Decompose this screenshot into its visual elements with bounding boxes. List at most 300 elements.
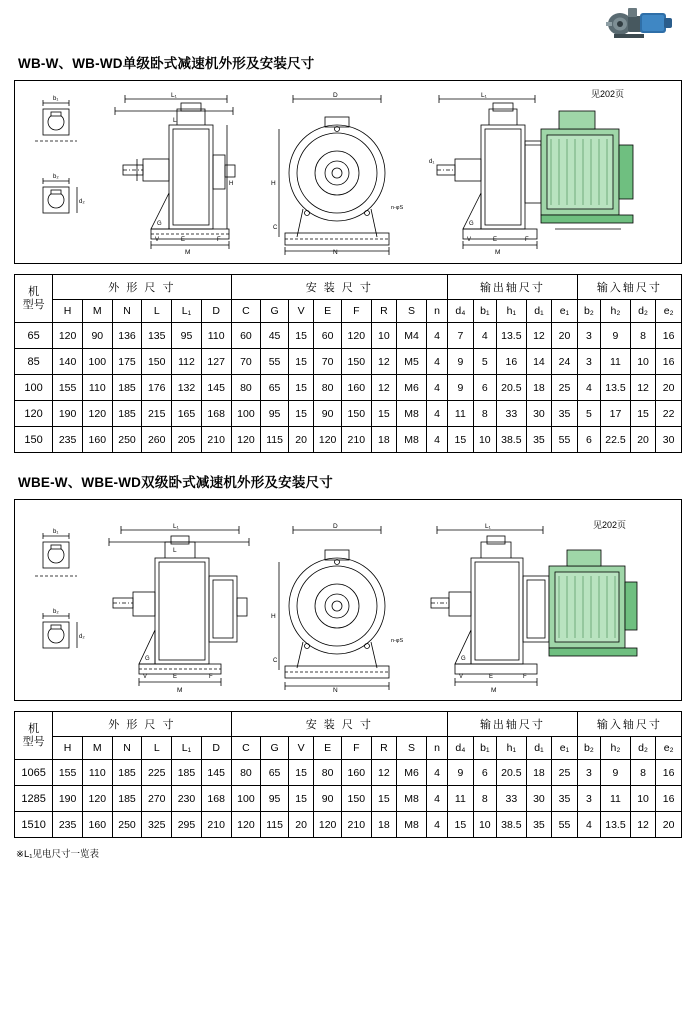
cell-E: 90: [314, 401, 342, 427]
cell-L1: 205: [172, 427, 202, 453]
cell-C: 100: [231, 401, 261, 427]
cell-b2: 6: [577, 427, 600, 453]
cell-b2: 3: [577, 786, 600, 812]
cell-e2: 20: [656, 812, 682, 838]
cell-R: 12: [371, 349, 396, 375]
svg-text:C: C: [273, 225, 278, 231]
cell-N: 185: [112, 401, 142, 427]
group-input-shaft: 输入轴尺寸: [577, 712, 681, 737]
cell-h2: 17: [601, 401, 631, 427]
table-row: [15, 427, 682, 453]
drawing-front-elevation-2: [263, 514, 413, 700]
svg-text:H: H: [271, 180, 276, 187]
cell-M: 120: [82, 401, 112, 427]
svg-text:M: M: [185, 249, 191, 255]
svg-text:n-φS: n-φS: [391, 205, 404, 211]
cell-L: 150: [142, 349, 172, 375]
group-output-shaft: 输出轴尺寸: [448, 275, 578, 300]
cell-d1: 18: [526, 760, 551, 786]
cell-b1: 10: [473, 812, 496, 838]
cell-V: 15: [288, 786, 313, 812]
col-h1: h₁: [496, 737, 526, 760]
svg-text:N: N: [333, 687, 338, 694]
logo-strip: [14, 0, 682, 46]
cell-b1: 4: [473, 323, 496, 349]
table-row: [15, 760, 682, 786]
cell-M: 160: [82, 812, 112, 838]
svg-text:D: D: [333, 92, 338, 99]
cell-e1: 55: [552, 427, 578, 453]
cell-e2: 30: [656, 427, 682, 453]
col-D: D: [201, 300, 231, 323]
table-row: [15, 786, 682, 812]
cell-S: M8: [397, 786, 427, 812]
cell-G: 65: [261, 375, 289, 401]
cell-e1: 25: [552, 375, 578, 401]
cell-n: 4: [426, 786, 447, 812]
col-S: S: [397, 737, 427, 760]
cell-d1: 35: [526, 812, 551, 838]
cell-model: 150: [15, 427, 53, 453]
col-d1: d₁: [526, 737, 551, 760]
col-C: C: [231, 300, 261, 323]
cell-H: 155: [53, 760, 83, 786]
cell-H: 235: [53, 812, 83, 838]
svg-text:G: G: [469, 221, 474, 227]
cell-h1: 33: [496, 786, 526, 812]
cell-V: 15: [288, 323, 313, 349]
cell-d2: 15: [630, 401, 655, 427]
cell-model: 1065: [15, 760, 53, 786]
footnote: ※L₁见电尺寸一览表: [16, 849, 99, 860]
cell-C: 100: [231, 786, 261, 812]
cell-h1: 13.5: [496, 323, 526, 349]
col-L: L: [142, 300, 172, 323]
cell-e2: 22: [656, 401, 682, 427]
svg-text:见202页: 见202页: [593, 520, 627, 530]
cell-C: 70: [231, 349, 261, 375]
group-output-shaft: 输出轴尺寸: [448, 712, 578, 737]
cell-h2: 13.5: [601, 375, 631, 401]
cell-S: M8: [397, 812, 427, 838]
cell-d4: 11: [448, 786, 473, 812]
table-column-header-row: [15, 737, 682, 760]
cell-N: 250: [112, 427, 142, 453]
cell-V: 15: [288, 375, 313, 401]
gearbox-motor-photo: [604, 2, 676, 42]
cell-h2: 11: [601, 786, 631, 812]
drawing-left-views-2: [25, 524, 97, 700]
col-h2: h₂: [601, 737, 631, 760]
table-row: [15, 812, 682, 838]
col-H: H: [53, 737, 83, 760]
table-row: [15, 401, 682, 427]
cell-e2: 16: [656, 323, 682, 349]
cell-d4: 7: [448, 323, 473, 349]
spec-table-double-stage: [14, 711, 682, 838]
svg-text:F: F: [217, 237, 221, 243]
cell-V: 15: [288, 760, 313, 786]
cell-C: 120: [231, 812, 261, 838]
cell-b1: 10: [473, 427, 496, 453]
cell-d4: 15: [448, 427, 473, 453]
cell-b1: 5: [473, 349, 496, 375]
svg-text:b₂: b₂: [53, 174, 59, 180]
cell-G: 115: [261, 427, 289, 453]
cell-H: 140: [53, 349, 83, 375]
cell-R: 15: [371, 786, 396, 812]
cell-M: 90: [82, 323, 112, 349]
cell-S: M4: [397, 323, 427, 349]
cell-n: 4: [426, 375, 447, 401]
col-d4: d₄: [448, 300, 473, 323]
cell-n: 4: [426, 427, 447, 453]
cell-e2: 16: [656, 349, 682, 375]
cell-F: 150: [341, 786, 371, 812]
cell-H: 120: [53, 323, 83, 349]
cell-L: 215: [142, 401, 172, 427]
svg-text:F: F: [523, 674, 527, 680]
col-b2: b₂: [577, 300, 600, 323]
col-D: D: [201, 737, 231, 760]
col-L1: L₁: [172, 737, 202, 760]
col-F: F: [341, 300, 371, 323]
svg-text:b₁: b₁: [53, 96, 59, 102]
cell-S: M6: [397, 375, 427, 401]
col-F: F: [341, 737, 371, 760]
cell-F: 150: [341, 401, 371, 427]
cell-H: 190: [53, 401, 83, 427]
cell-b1: 8: [473, 786, 496, 812]
cell-b1: 6: [473, 760, 496, 786]
cell-L: 135: [142, 323, 172, 349]
cell-b2: 5: [577, 401, 600, 427]
svg-text:V: V: [143, 674, 148, 680]
svg-text:d₁: d₁: [429, 159, 435, 165]
cell-h1: 16: [496, 349, 526, 375]
svg-text:M: M: [177, 687, 183, 694]
cell-D: 168: [201, 401, 231, 427]
table-row: [15, 375, 682, 401]
cell-L1: 112: [172, 349, 202, 375]
svg-text:E: E: [181, 237, 186, 243]
drawing-side-elevation-1: [107, 89, 247, 263]
col-N: N: [112, 300, 142, 323]
cell-F: 210: [341, 812, 371, 838]
cell-model: 1285: [15, 786, 53, 812]
cell-L: 325: [142, 812, 172, 838]
cell-G: 55: [261, 349, 289, 375]
cell-n: 4: [426, 812, 447, 838]
cell-D: 168: [201, 786, 231, 812]
cell-S: M8: [397, 427, 427, 453]
cell-L: 176: [142, 375, 172, 401]
cell-N: 175: [112, 349, 142, 375]
drawing-motor-assembly-2: [423, 514, 685, 700]
cell-D: 145: [201, 375, 231, 401]
cell-M: 100: [82, 349, 112, 375]
cell-d2: 10: [630, 786, 655, 812]
col-e1: e₁: [552, 300, 578, 323]
cell-R: 12: [371, 760, 396, 786]
col-n: n: [426, 737, 447, 760]
group-mounting-dims: 安 装 尺 寸: [231, 275, 448, 300]
col-d4: d₄: [448, 737, 473, 760]
cell-h2: 22.5: [601, 427, 631, 453]
cell-model: 1510: [15, 812, 53, 838]
cell-N: 250: [112, 812, 142, 838]
svg-text:M: M: [495, 249, 501, 255]
cell-E: 60: [314, 323, 342, 349]
spec-table-single-stage: [14, 274, 682, 453]
svg-text:b₂: b₂: [53, 609, 59, 615]
cell-h1: 38.5: [496, 427, 526, 453]
col-b1: b₁: [473, 737, 496, 760]
col-V: V: [288, 300, 313, 323]
cell-L: 260: [142, 427, 172, 453]
cell-h1: 33: [496, 401, 526, 427]
svg-text:见202页: 见202页: [591, 89, 625, 99]
cell-E: 80: [314, 375, 342, 401]
svg-text:E: E: [493, 237, 498, 243]
cell-b2: 3: [577, 323, 600, 349]
cell-F: 120: [341, 323, 371, 349]
cell-L: 270: [142, 786, 172, 812]
col-R: R: [371, 300, 396, 323]
cell-d1: 35: [526, 427, 551, 453]
group-outline-dims: 外 形 尺 寸: [53, 712, 231, 737]
cell-D: 145: [201, 760, 231, 786]
cell-d1: 18: [526, 375, 551, 401]
cell-G: 115: [261, 812, 289, 838]
col-E: E: [314, 737, 342, 760]
cell-L1: 295: [172, 812, 202, 838]
cell-d2: 12: [630, 812, 655, 838]
cell-e1: 25: [552, 760, 578, 786]
table-group-header-row: [15, 712, 682, 737]
cell-M: 160: [82, 427, 112, 453]
cell-V: 20: [288, 427, 313, 453]
col-d2: d₂: [630, 737, 655, 760]
cell-h1: 20.5: [496, 760, 526, 786]
cell-G: 95: [261, 401, 289, 427]
svg-text:C: C: [273, 658, 278, 664]
col-M: M: [82, 737, 112, 760]
cell-b2: 3: [577, 760, 600, 786]
svg-text:G: G: [145, 656, 150, 662]
cell-e1: 24: [552, 349, 578, 375]
cell-L1: 165: [172, 401, 202, 427]
cell-b1: 6: [473, 375, 496, 401]
col-h2: h₂: [601, 300, 631, 323]
cell-d1: 30: [526, 786, 551, 812]
model-head: 机 型号: [15, 275, 53, 323]
cell-h2: 9: [601, 760, 631, 786]
col-C: C: [231, 737, 261, 760]
svg-text:H: H: [229, 181, 234, 187]
cell-E: 90: [314, 786, 342, 812]
cell-H: 155: [53, 375, 83, 401]
svg-text:d₂: d₂: [79, 199, 85, 205]
group-mounting-dims: 安 装 尺 寸: [231, 712, 448, 737]
cell-e1: 20: [552, 323, 578, 349]
cell-R: 15: [371, 401, 396, 427]
svg-text:d₂: d₂: [79, 634, 85, 640]
cell-D: 110: [201, 323, 231, 349]
cell-F: 150: [341, 349, 371, 375]
cell-e1: 35: [552, 786, 578, 812]
drawing-side-elevation-2: [99, 514, 259, 700]
cell-H: 235: [53, 427, 83, 453]
cell-d1: 12: [526, 323, 551, 349]
cell-G: 45: [261, 323, 289, 349]
col-G: G: [261, 300, 289, 323]
cell-d2: 12: [630, 375, 655, 401]
cell-d2: 8: [630, 323, 655, 349]
cell-b2: 3: [577, 349, 600, 375]
col-V: V: [288, 737, 313, 760]
cell-E: 120: [314, 812, 342, 838]
drawing-front-elevation-1: [263, 89, 413, 263]
section-title-2: WBE-W、WBE-WD双级卧式减速机外形及安装尺寸: [18, 475, 333, 490]
col-R: R: [371, 737, 396, 760]
cell-M: 120: [82, 786, 112, 812]
svg-text:L₁: L₁: [481, 92, 487, 99]
col-G: G: [261, 737, 289, 760]
cell-b1: 8: [473, 401, 496, 427]
cell-R: 10: [371, 323, 396, 349]
col-d1: d₁: [526, 300, 551, 323]
col-E: E: [314, 300, 342, 323]
cell-d1: 30: [526, 401, 551, 427]
cell-H: 190: [53, 786, 83, 812]
section-title-1: WB-W、WB-WD单级卧式减速机外形及安装尺寸: [18, 56, 315, 71]
cell-h1: 20.5: [496, 375, 526, 401]
cell-N: 185: [112, 760, 142, 786]
table-row: [15, 349, 682, 375]
cell-b2: 4: [577, 812, 600, 838]
cell-G: 65: [261, 760, 289, 786]
cell-model: 65: [15, 323, 53, 349]
cell-h2: 13.5: [601, 812, 631, 838]
cell-E: 80: [314, 760, 342, 786]
svg-text:V: V: [155, 237, 160, 243]
cell-F: 160: [341, 760, 371, 786]
svg-text:G: G: [461, 656, 466, 662]
cell-L1: 185: [172, 760, 202, 786]
cell-h1: 38.5: [496, 812, 526, 838]
cell-d1: 14: [526, 349, 551, 375]
svg-text:D: D: [333, 523, 338, 530]
svg-text:b₁: b₁: [53, 529, 59, 535]
cell-C: 80: [231, 760, 261, 786]
group-outline-dims: 外 形 尺 寸: [53, 275, 231, 300]
cell-model: 85: [15, 349, 53, 375]
cell-L1: 132: [172, 375, 202, 401]
cell-d4: 15: [448, 812, 473, 838]
table-group-header-row: [15, 275, 682, 300]
cell-L1: 95: [172, 323, 202, 349]
cell-e2: 16: [656, 760, 682, 786]
cell-d4: 9: [448, 760, 473, 786]
cell-F: 210: [341, 427, 371, 453]
svg-text:E: E: [173, 674, 178, 680]
cell-d4: 11: [448, 401, 473, 427]
cell-E: 70: [314, 349, 342, 375]
col-N: N: [112, 737, 142, 760]
cell-e1: 35: [552, 401, 578, 427]
col-n: n: [426, 300, 447, 323]
cell-model: 100: [15, 375, 53, 401]
cell-M: 110: [82, 760, 112, 786]
drawing-motor-assembly-1: [425, 89, 685, 263]
col-e1: e₁: [552, 737, 578, 760]
cell-n: 4: [426, 323, 447, 349]
drawing-frame-single-stage: [14, 80, 682, 264]
cell-b2: 4: [577, 375, 600, 401]
cell-D: 210: [201, 812, 231, 838]
cell-V: 15: [288, 401, 313, 427]
drawing-frame-double-stage: [14, 499, 682, 701]
cell-F: 160: [341, 375, 371, 401]
col-h1: h₁: [496, 300, 526, 323]
cell-d2: 10: [630, 349, 655, 375]
col-L1: L₁: [172, 300, 202, 323]
col-b1: b₁: [473, 300, 496, 323]
svg-text:G: G: [157, 221, 162, 227]
cell-h2: 11: [601, 349, 631, 375]
cell-e1: 55: [552, 812, 578, 838]
table-row: [15, 323, 682, 349]
col-L: L: [142, 737, 172, 760]
cell-D: 127: [201, 349, 231, 375]
cell-R: 18: [371, 812, 396, 838]
cell-e2: 16: [656, 786, 682, 812]
cell-C: 60: [231, 323, 261, 349]
svg-text:L: L: [173, 547, 177, 554]
cell-M: 110: [82, 375, 112, 401]
cell-R: 18: [371, 427, 396, 453]
cell-d2: 20: [630, 427, 655, 453]
cell-L1: 230: [172, 786, 202, 812]
col-H: H: [53, 300, 83, 323]
drawing-left-views-1: [25, 91, 97, 263]
cell-e2: 20: [656, 375, 682, 401]
cell-h2: 9: [601, 323, 631, 349]
cell-C: 80: [231, 375, 261, 401]
cell-D: 210: [201, 427, 231, 453]
cell-E: 120: [314, 427, 342, 453]
svg-text:L₁: L₁: [173, 523, 179, 530]
cell-d4: 9: [448, 349, 473, 375]
svg-text:V: V: [459, 674, 464, 680]
cell-V: 15: [288, 349, 313, 375]
cell-d2: 8: [630, 760, 655, 786]
svg-text:F: F: [525, 237, 529, 243]
svg-text:L₁: L₁: [485, 523, 491, 530]
col-b2: b₂: [577, 737, 600, 760]
cell-n: 4: [426, 760, 447, 786]
svg-text:M: M: [491, 687, 497, 694]
cell-N: 185: [112, 786, 142, 812]
svg-text:F: F: [209, 674, 213, 680]
col-M: M: [82, 300, 112, 323]
cell-model: 120: [15, 401, 53, 427]
model-head: 机 型号: [15, 712, 53, 760]
col-d2: d₂: [630, 300, 655, 323]
col-S: S: [397, 300, 427, 323]
cell-G: 95: [261, 786, 289, 812]
